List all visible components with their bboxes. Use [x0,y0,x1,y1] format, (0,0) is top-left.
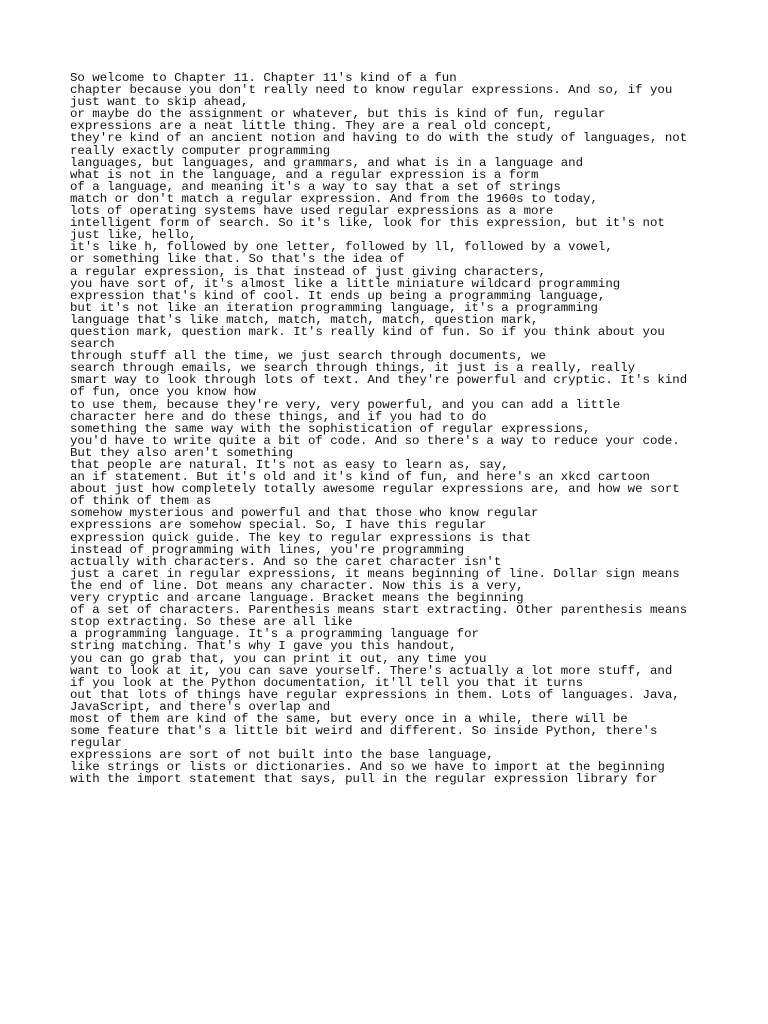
text-line: the end of line. Dot means any character. Now this is a very, [70,578,524,593]
text-line: chapter because you don't really need to know regular expressions. And so, if you [70,83,673,98]
text-line: some feature that's a little bit weird and different. So inside Python, there's [70,724,658,739]
text-line: of fun, once you know how [70,385,256,400]
text-line: you'd have to write quite a bit of code. And so there's a way to reduce your code. [70,433,680,448]
text-line: or maybe do the assignment or whatever, but this is kind of fun, regular [70,107,606,122]
text-line: about just how completely totally awesome regular expressions are, and how we sort [70,482,680,497]
text-line: string matching. That's why I gave you this handout, [70,639,457,654]
text-line: what is not in the language, and a regular expression is a form [70,167,539,182]
text-line: intelligent form of search. So it's like, look for this expression, but it's not [70,216,665,231]
text-line: stop extracting. So these are all like [70,615,353,630]
text-line: JavaScript, and there's overlap and [70,699,331,714]
text-line: search [70,337,115,352]
text-line: lots of operating systems have used regular expressions as a more [70,204,554,219]
text-line: but it's not like an iteration programming language, it's a programming [70,300,598,315]
text-line: of a language, and meaning it's a way to say that a set of strings [70,179,561,194]
text-line: a programming language. It's a programming language for [70,627,479,642]
text-line: somehow mysterious and powerful and that those who know regular [70,506,539,521]
text-line: most of them are kind of the same, but every once in a while, there will be [70,711,628,726]
text-line: match or don't match a regular expression. And from the 1960s to today, [70,191,598,206]
text-line: smart way to look through lots of text. And they're powerful and cryptic. It's kind [70,373,688,388]
text-line: question mark, question mark. It's really kind of fun. So if you think about you [70,324,665,339]
text-line: instead of programming with lines, you're programming [70,542,465,557]
text-line: So welcome to Chapter 11. Chapter 11's kind of a fun [70,71,457,85]
text-line: expression quick guide. The key to regular expressions is that [70,530,532,545]
text-line: you have sort of, it's almost like a little miniature wildcard programming [70,276,621,291]
text-line: an if statement. But it's old and it's kind of fun, and here's an xkcd cartoon [70,470,650,485]
text-line: expression that's kind of cool. It ends up being a programming language, [70,288,606,303]
text-line: they're kind of an ancient notion and having to do with the study of languages, not [70,131,688,146]
text-line: of think of them as [70,494,212,509]
text-line: want to look at it, you can save yourself. There's actually a lot more stuff, and [70,663,673,678]
text-line: if you look at the Python documentation, it'll tell you that it turns [70,675,584,690]
text-line: something the same way with the sophistication of regular expressions, [70,421,591,436]
text-line: like strings or lists or dictionaries. And so we have to import at the beginning [70,760,665,775]
text-line: actually with characters. And so the caret character isn't [70,554,502,569]
text-line: of a set of characters. Parenthesis means start extracting. Other parenthesis means [70,603,688,618]
text-line: languages, but languages, and grammars, and what is in a language and [70,155,584,170]
text-line: regular [70,736,123,751]
text-line: just like, hello, [70,228,197,243]
text-line: just want to skip ahead, [70,95,249,110]
text-line: a regular expression, is that instead of just giving characters, [70,264,546,279]
text-line: it's like h, followed by one letter, followed by ll, followed by a vowel, [70,240,613,255]
text-line: expressions are somehow special. So, I have this regular [70,518,487,533]
text-line: character here and do these things, and if you had to do [70,409,487,424]
text-line: really exactly computer programming [70,143,331,158]
text-line: through stuff all the time, we just search through documents, we [70,349,546,364]
text-line: that people are natural. It's not as easy to learn as, say, [70,458,509,472]
text-line: very cryptic and arcane language. Bracket means the beginning [70,591,524,606]
text-line: But they also aren't something [70,445,294,460]
text-line: out that lots of things have regular expressions in them. Lots of languages. Java, [70,687,680,702]
text-line: just a caret in regular expressions, it means beginning of line. Dollar sign means [70,566,680,581]
text-line: search through emails, we search through things, it just is a really, really [70,361,636,376]
transcript-text-block [70,72,750,786]
text-line: to use them, because they're very, very powerful, and you can add a little [70,397,621,412]
text-line: expressions are sort of not built into the base language, [70,748,494,763]
text-line: language that's like match, match, match, match, question mark, [70,312,539,327]
text-line: you can go grab that, you can print it out, any time you [70,651,487,666]
text-line: with the import statement that says, pull in the regular expression library for [70,772,658,787]
text-line: or something like that. So that's the idea of [70,252,405,267]
text-line: expressions are a neat little thing. They are a real old concept, [70,119,554,134]
